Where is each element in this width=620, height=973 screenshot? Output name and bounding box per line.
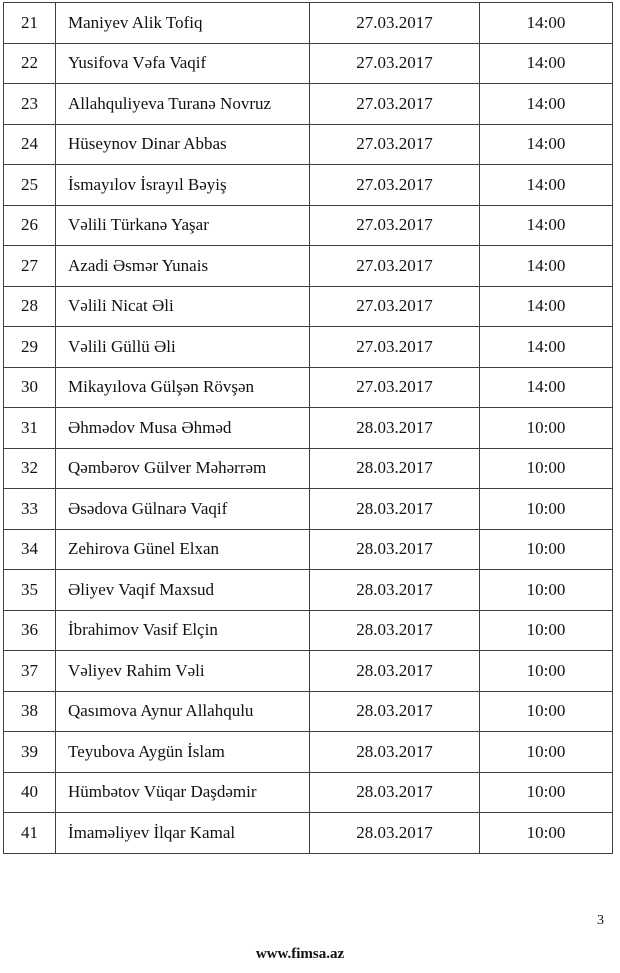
time-cell: 10:00 [480,570,613,611]
name-cell: Yusifova Vəfa Vaqif [56,43,310,84]
time-cell: 10:00 [480,732,613,773]
time-cell: 14:00 [480,246,613,287]
row-number-cell: 22 [4,43,56,84]
time-cell: 10:00 [480,529,613,570]
time-cell: 14:00 [480,327,613,368]
date-cell: 28.03.2017 [310,570,480,611]
date-cell: 27.03.2017 [310,246,480,287]
table-row [4,570,613,611]
table-row [4,43,613,84]
table-row [4,408,613,449]
row-number-cell: 31 [4,408,56,449]
name-cell: Vəliyev Rahim Vəli [56,651,310,692]
table-row [4,246,613,287]
row-number-cell: 36 [4,610,56,651]
table-row [4,448,613,489]
date-cell: 27.03.2017 [310,286,480,327]
date-cell: 27.03.2017 [310,327,480,368]
time-cell: 10:00 [480,489,613,530]
page-number: 3 [597,913,604,928]
name-cell: Əliyev Vaqif Maxsud [56,570,310,611]
time-cell: 14:00 [480,205,613,246]
name-cell: İmaməliyev İlqar Kamal [56,813,310,854]
name-cell: Əsədova Gülnarə Vaqif [56,489,310,530]
time-cell: 14:00 [480,124,613,165]
row-number-cell: 39 [4,732,56,773]
date-cell: 28.03.2017 [310,610,480,651]
row-number-cell: 25 [4,165,56,206]
name-cell: Azadi Əsmər Yunais [56,246,310,287]
date-cell: 28.03.2017 [310,651,480,692]
schedule-table [3,2,613,854]
table-row [4,205,613,246]
table-row [4,772,613,813]
name-cell: Vəlili Türkanə Yaşar [56,205,310,246]
table-row [4,529,613,570]
name-cell: Teyubova Aygün İslam [56,732,310,773]
time-cell: 14:00 [480,165,613,206]
date-cell: 28.03.2017 [310,772,480,813]
table-row [4,610,613,651]
name-cell: Zehirova Günel Elxan [56,529,310,570]
name-cell: Hüseynov Dinar Abbas [56,124,310,165]
time-cell: 14:00 [480,43,613,84]
name-cell: Vəlili Nicat Əli [56,286,310,327]
date-cell: 27.03.2017 [310,367,480,408]
date-cell: 27.03.2017 [310,165,480,206]
time-cell: 10:00 [480,772,613,813]
row-number-cell: 41 [4,813,56,854]
date-cell: 27.03.2017 [310,3,480,44]
date-cell: 28.03.2017 [310,489,480,530]
time-cell: 10:00 [480,813,613,854]
time-cell: 10:00 [480,448,613,489]
table-row [4,813,613,854]
name-cell: Hümbətov Vüqar Daşdəmir [56,772,310,813]
table-row [4,124,613,165]
table-row [4,732,613,773]
row-number-cell: 34 [4,529,56,570]
time-cell: 14:00 [480,367,613,408]
name-cell: İbrahimov Vasif Elçin [56,610,310,651]
row-number-cell: 27 [4,246,56,287]
row-number-cell: 29 [4,327,56,368]
name-cell: Vəlili Güllü Əli [56,327,310,368]
name-cell: Maniyev Alik Tofiq [56,3,310,44]
table-row [4,651,613,692]
row-number-cell: 37 [4,651,56,692]
name-cell: İsmayılov İsrayıl Bəyiş [56,165,310,206]
time-cell: 10:00 [480,408,613,449]
row-number-cell: 23 [4,84,56,125]
schedule-table-body [4,3,613,854]
row-number-cell: 30 [4,367,56,408]
table-row [4,84,613,125]
time-cell: 14:00 [480,3,613,44]
row-number-cell: 28 [4,286,56,327]
table-row [4,489,613,530]
date-cell: 27.03.2017 [310,205,480,246]
row-number-cell: 24 [4,124,56,165]
date-cell: 27.03.2017 [310,124,480,165]
name-cell: Qasımova Aynur Allahqulu [56,691,310,732]
row-number-cell: 32 [4,448,56,489]
table-row [4,165,613,206]
row-number-cell: 33 [4,489,56,530]
date-cell: 28.03.2017 [310,408,480,449]
name-cell: Mikayılova Gülşən Rövşən [56,367,310,408]
row-number-cell: 40 [4,772,56,813]
date-cell: 28.03.2017 [310,448,480,489]
table-row [4,691,613,732]
date-cell: 28.03.2017 [310,691,480,732]
time-cell: 10:00 [480,651,613,692]
row-number-cell: 26 [4,205,56,246]
row-number-cell: 21 [4,3,56,44]
time-cell: 10:00 [480,691,613,732]
name-cell: Əhmədov Musa Əhməd [56,408,310,449]
row-number-cell: 38 [4,691,56,732]
date-cell: 27.03.2017 [310,84,480,125]
date-cell: 28.03.2017 [310,529,480,570]
time-cell: 14:00 [480,286,613,327]
time-cell: 10:00 [480,610,613,651]
name-cell: Qəmbərov Gülver Məhərrəm [56,448,310,489]
website-footer: www.fimsa.az [255,946,345,962]
date-cell: 28.03.2017 [310,813,480,854]
time-cell: 14:00 [480,84,613,125]
date-cell: 28.03.2017 [310,732,480,773]
table-row [4,327,613,368]
name-cell: Allahquliyeva Turanə Novruz [56,84,310,125]
row-number-cell: 35 [4,570,56,611]
table-row [4,367,613,408]
table-row [4,3,613,44]
table-row [4,286,613,327]
date-cell: 27.03.2017 [310,43,480,84]
